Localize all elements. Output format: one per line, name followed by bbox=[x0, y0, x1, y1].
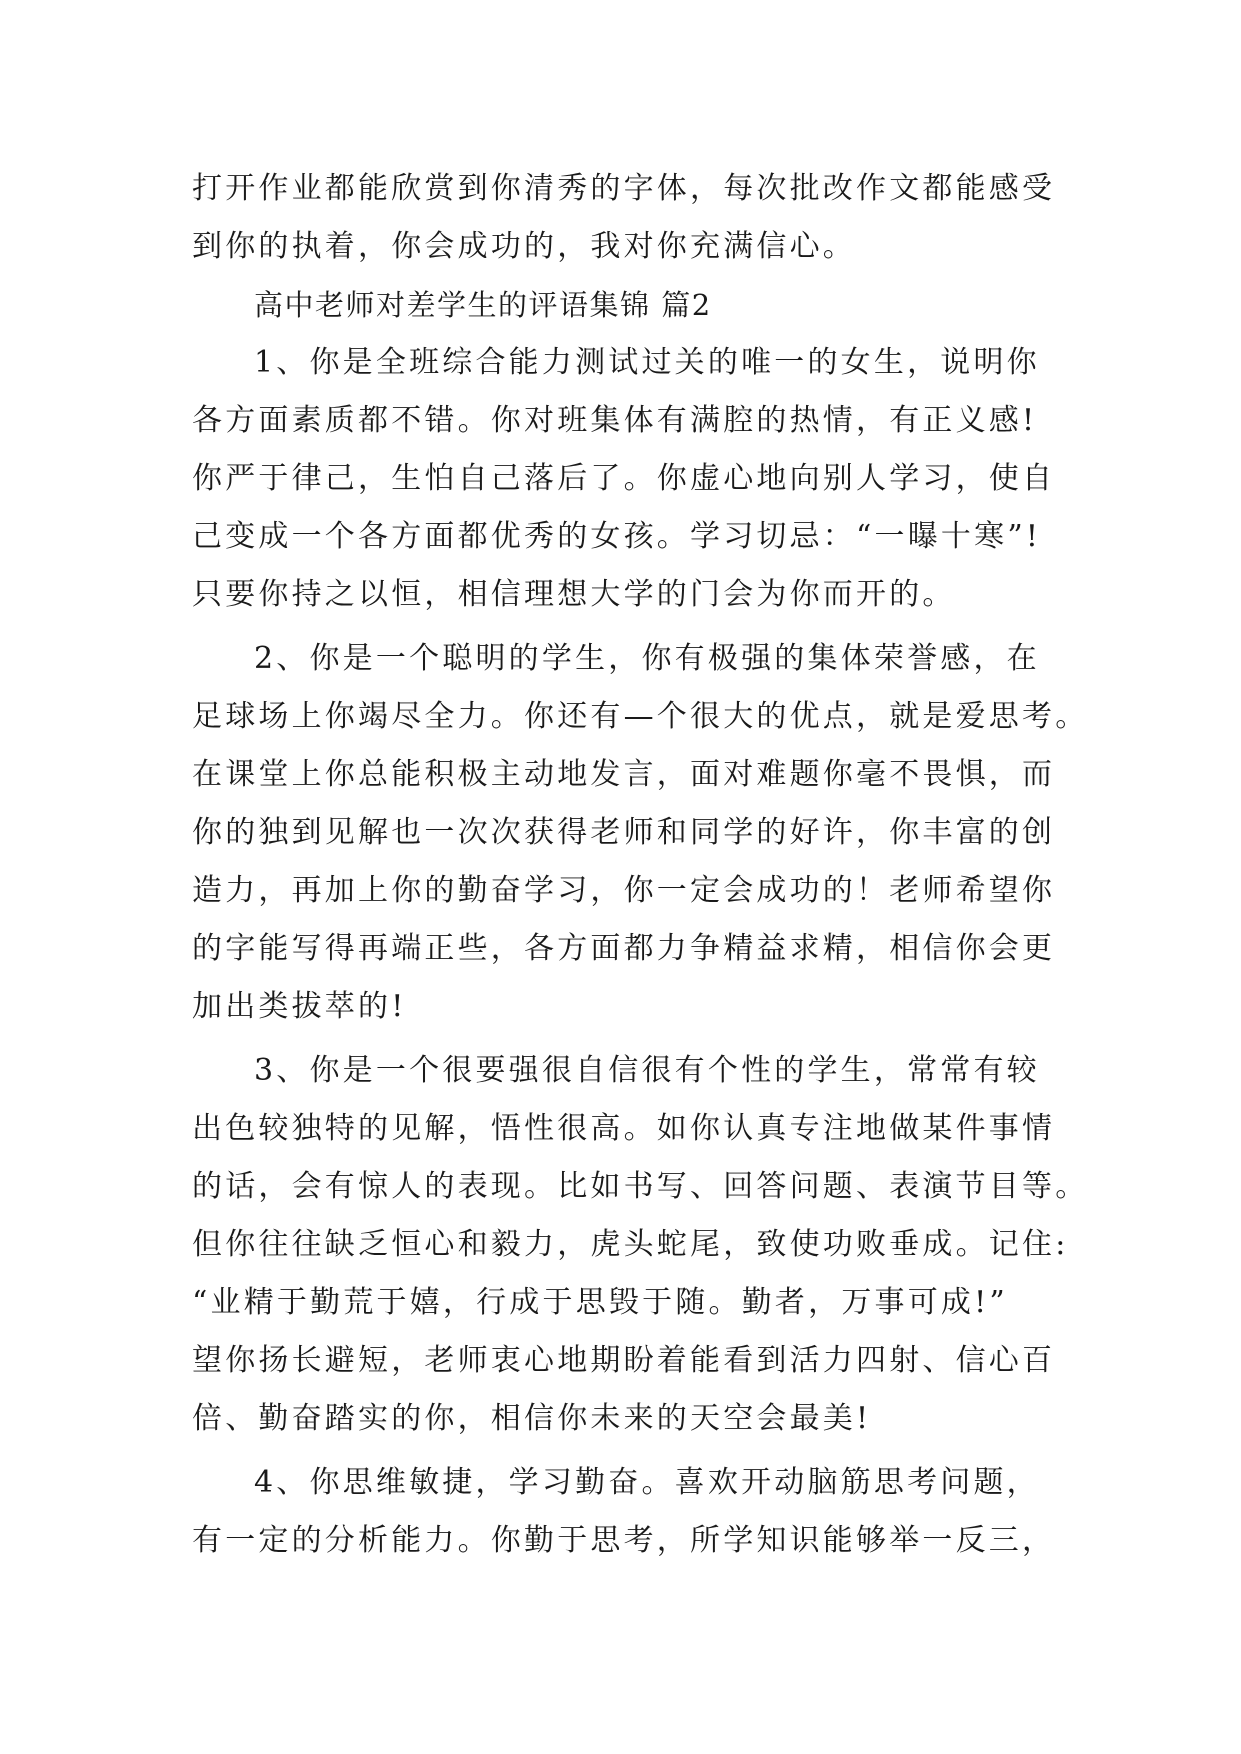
text-line: 2、你是一个聪明的学生，你有极强的集体荣誉感，在 bbox=[254, 641, 1040, 676]
paragraph-2 bbox=[192, 630, 1089, 1036]
text-line: 己变成一个各方面都优秀的女孩。学习切忌：“一曝十寒”! bbox=[192, 519, 1042, 554]
section-title: 高中老师对差学生的评语集锦 篇2 bbox=[254, 288, 712, 322]
paragraph-1 bbox=[192, 334, 1056, 624]
text-line: 到你的执着，你会成功的，我对你充满信心。 bbox=[192, 229, 856, 264]
text-line: 在课堂上你总能积极主动地发言，面对难题你毫不畏惧，而 bbox=[192, 757, 1056, 792]
text-line: 加出类拔萃的! bbox=[192, 989, 407, 1024]
text-line: 4、你思维敏捷，学习勤奋。喜欢开动脑筋思考问题， bbox=[254, 1465, 1040, 1500]
text-line: 的话，会有惊人的表现。比如书写、回答问题、表演节目等。 bbox=[192, 1169, 1089, 1204]
text-line: 你的独到见解也一次次获得老师和同学的好许，你丰富的创 bbox=[192, 815, 1056, 850]
text-line: 出色较独特的见解，悟性很高。如你认真专注地做某件事情 bbox=[192, 1111, 1056, 1146]
text-line: 有一定的分析能力。你勤于思考，所学知识能够举一反三， bbox=[192, 1523, 1056, 1558]
text-line: 望你扬长避短，老师衷心地期盼着能看到活力四射、信心百 bbox=[192, 1343, 1056, 1378]
text-line: 倍、勤奋踏实的你，相信你未来的天空会最美! bbox=[192, 1401, 872, 1436]
text-line: 你严于律己，生怕自己落后了。你虚心地向别人学习，使自 bbox=[192, 461, 1056, 496]
text-line: 各方面素质都不错。你对班集体有满腔的热情，有正义感! bbox=[192, 403, 1038, 438]
text-line: 1、你是全班综合能力测试过关的唯一的女生，说明你 bbox=[254, 345, 1040, 380]
intro-paragraph bbox=[192, 160, 1056, 276]
document-body bbox=[192, 160, 1089, 1570]
paragraph-3 bbox=[192, 1042, 1089, 1448]
text-line: 打开作业都能欣赏到你清秀的字体，每次批改作文都能感受 bbox=[192, 171, 1056, 206]
paragraph-4 bbox=[192, 1454, 1056, 1570]
text-line: 的字能写得再端正些，各方面都力争精益求精，相信你会更 bbox=[192, 931, 1056, 966]
text-line: 3、你是一个很要强很自信很有个性的学生，常常有较 bbox=[254, 1053, 1040, 1088]
text-line: “业精于勤荒于嬉，行成于思毁于随。勤者，万事可成!” bbox=[192, 1285, 1008, 1320]
text-line: 足球场上你竭尽全力。你还有—个很大的优点，就是爱思考。 bbox=[192, 699, 1089, 734]
text-line: 但你往往缺乏恒心和毅力，虎头蛇尾，致使功败垂成。记住: bbox=[192, 1227, 1069, 1262]
text-line: 造力，再加上你的勤奋学习，你一定会成功的！老师希望你 bbox=[192, 873, 1056, 908]
text-line: 只要你持之以恒，相信理想大学的门会为你而开的。 bbox=[192, 577, 956, 612]
